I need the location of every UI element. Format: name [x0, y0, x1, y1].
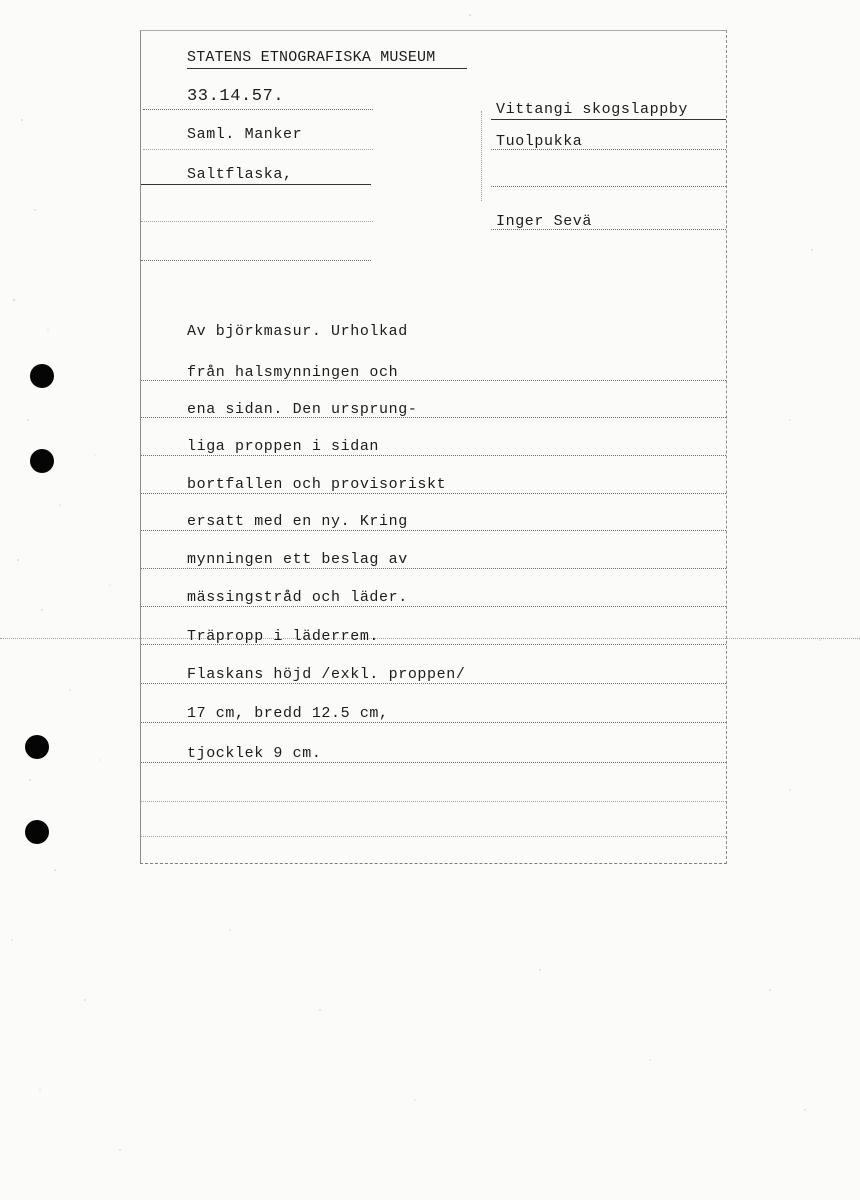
place-line [491, 119, 726, 120]
description-line-12: tjocklek 9 cm. [187, 745, 322, 762]
catalog-card [140, 30, 727, 864]
place-name: Vittangi skogslappby [496, 101, 689, 118]
catalog-number-line [143, 109, 373, 110]
sub-place-name: Tuolpukka [496, 133, 583, 150]
description-line-1: Av björkmasur. Urholkad [187, 323, 408, 340]
person-name: Inger Sevä [496, 213, 593, 230]
description-line-4: liga proppen i sidan [187, 438, 380, 455]
blank-line-2 [141, 260, 371, 261]
blank-line-right [491, 186, 726, 187]
punch-hole [30, 364, 54, 388]
person-line [491, 229, 726, 230]
ruled-line [141, 836, 726, 837]
ruled-line [141, 801, 726, 802]
museum-name: STATENS ETNOGRAFISKA MUSEUM [187, 49, 436, 66]
object-name: Saltflaska, [187, 166, 293, 183]
description-line-8: mässingstråd och läder. [187, 589, 408, 606]
collection-name: Saml. Manker [187, 126, 303, 143]
punch-hole [25, 735, 49, 759]
punch-hole [30, 449, 54, 473]
description-line-7: mynningen ett beslag av [187, 551, 408, 568]
description-line-10: Flaskans höjd /exkl. proppen/ [187, 666, 466, 683]
catalog-number: 33.14.57. [187, 87, 285, 106]
description-line-11: 17 cm, bredd 12.5 cm, [187, 705, 389, 722]
description-line-6: ersatt med en ny. Kring [187, 513, 408, 530]
description-line-9: Träpropp i läderrem. [187, 628, 380, 645]
object-name-line [141, 184, 371, 185]
column-divider [481, 111, 482, 201]
description-line-2: från halsmynningen och [187, 364, 399, 381]
blank-line-1 [141, 221, 373, 222]
sub-place-line [491, 149, 726, 150]
description-line-3: ena sidan. Den ursprung- [187, 401, 418, 418]
description-line-5: bortfallen och provisoriskt [187, 476, 447, 493]
museum-underline [187, 68, 467, 69]
punch-hole [25, 820, 49, 844]
collection-line [143, 149, 373, 150]
